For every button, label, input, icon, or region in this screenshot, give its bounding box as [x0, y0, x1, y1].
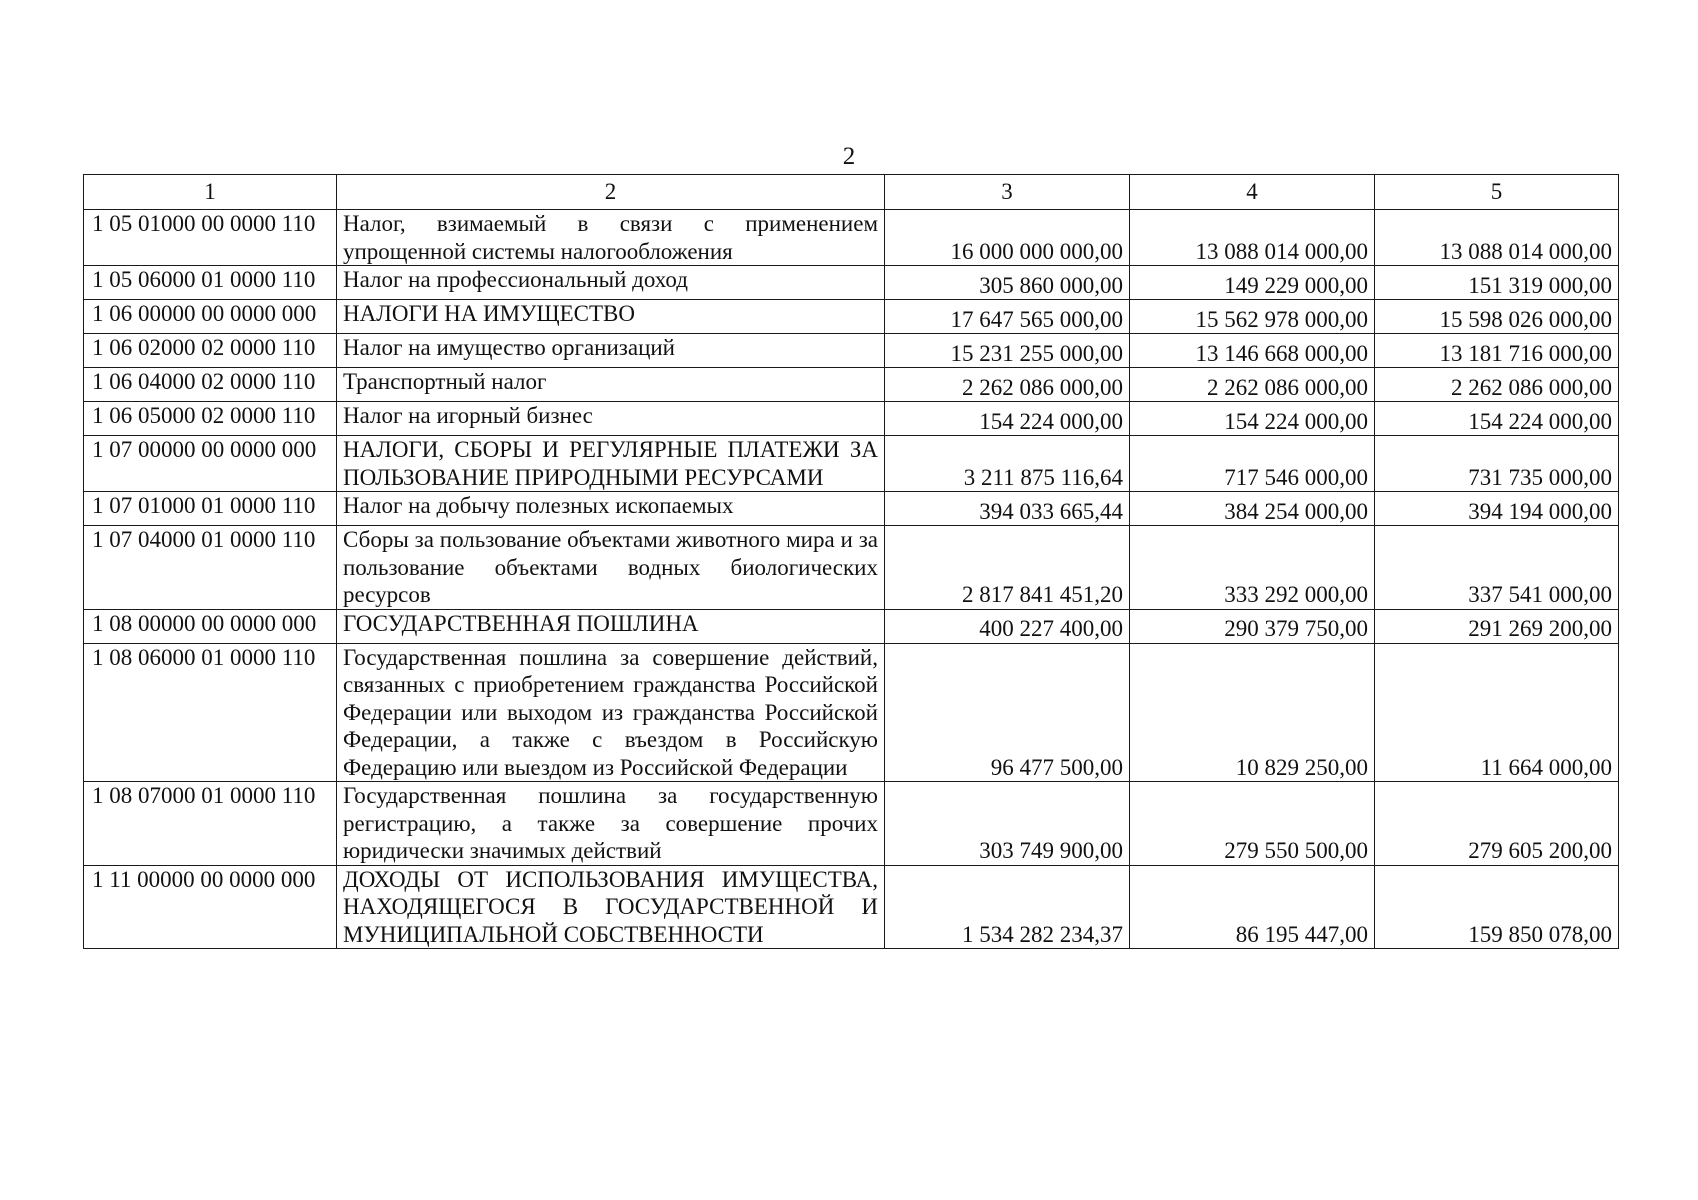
amount-col5: 154 224 000,00 — [1375, 402, 1619, 436]
revenue-name: Налог на игорный бизнес — [337, 402, 885, 436]
amount-col5: 279 605 200,00 — [1375, 782, 1619, 866]
amount-col5: 337 541 000,00 — [1375, 526, 1619, 610]
revenue-name: Налог на имущество организаций — [337, 334, 885, 368]
table-row — [84, 334, 1619, 368]
column-header: 3 — [885, 175, 1130, 210]
page-number: 2 — [842, 143, 856, 170]
amount-col5: 15 598 026 000,00 — [1375, 300, 1619, 334]
amount-col4: 290 379 750,00 — [1130, 609, 1375, 643]
column-header: 5 — [1375, 175, 1619, 210]
amount-col5: 13 088 014 000,00 — [1375, 210, 1619, 266]
revenue-name: Налог на профессиональный доход — [337, 266, 885, 300]
table-header-row — [84, 175, 1619, 210]
amount-col4: 279 550 500,00 — [1130, 782, 1375, 866]
amount-col5: 291 269 200,00 — [1375, 609, 1619, 643]
amount-col4: 2 262 086 000,00 — [1130, 368, 1375, 402]
amount-col5: 13 181 716 000,00 — [1375, 334, 1619, 368]
revenue-name: Налог на добычу полезных ископаемых — [337, 492, 885, 526]
amount-col3: 2 262 086 000,00 — [885, 368, 1130, 402]
budget-code: 1 08 06000 01 0000 110 — [84, 643, 337, 782]
amount-col4: 384 254 000,00 — [1130, 492, 1375, 526]
amount-col4: 717 546 000,00 — [1130, 436, 1375, 492]
column-header: 2 — [337, 175, 885, 210]
amount-col3: 17 647 565 000,00 — [885, 300, 1130, 334]
table-row — [84, 368, 1619, 402]
revenue-name: Государственная пошлина за государственную регистрацию, а также за совершение прочих юридически значимых действий — [337, 782, 885, 866]
revenue-table — [83, 174, 1619, 949]
table-row — [84, 300, 1619, 334]
amount-col4: 154 224 000,00 — [1130, 402, 1375, 436]
budget-code: 1 08 00000 00 0000 000 — [84, 609, 337, 643]
budget-code: 1 06 02000 02 0000 110 — [84, 334, 337, 368]
amount-col3: 3 211 875 116,64 — [885, 436, 1130, 492]
amount-col3: 303 749 900,00 — [885, 782, 1130, 866]
amount-col3: 2 817 841 451,20 — [885, 526, 1130, 610]
budget-code: 1 06 00000 00 0000 000 — [84, 300, 337, 334]
budget-code: 1 07 00000 00 0000 000 — [84, 436, 337, 492]
amount-col3: 96 477 500,00 — [885, 643, 1130, 782]
amount-col4: 10 829 250,00 — [1130, 643, 1375, 782]
amount-col5: 11 664 000,00 — [1375, 643, 1619, 782]
amount-col3: 305 860 000,00 — [885, 266, 1130, 300]
amount-col5: 394 194 000,00 — [1375, 492, 1619, 526]
column-header: 4 — [1130, 175, 1375, 210]
table-row — [84, 643, 1619, 782]
amount-col5: 2 262 086 000,00 — [1375, 368, 1619, 402]
table-row — [84, 865, 1619, 949]
table-row — [84, 210, 1619, 266]
amount-col4: 333 292 000,00 — [1130, 526, 1375, 610]
amount-col3: 400 227 400,00 — [885, 609, 1130, 643]
amount-col3: 154 224 000,00 — [885, 402, 1130, 436]
revenue-name: Сборы за пользование объектами животного мира и за пользование объектами водных биологических ресурсов — [337, 526, 885, 610]
amount-col4: 13 088 014 000,00 — [1130, 210, 1375, 266]
revenue-name: Государственная пошлина за совершение действий, связанных с приобретением гражданства Российской Федерации или выходом из гражданства Российской Федерации, а также с въездом в Российскую Федерацию или выездом из Российской Федерации — [337, 643, 885, 782]
table-row — [84, 266, 1619, 300]
budget-code: 1 11 00000 00 0000 000 — [84, 865, 337, 949]
revenue-name: Транспортный налог — [337, 368, 885, 402]
revenue-name: Налог, взимаемый в связи с применением упрощенной системы налогообложения — [337, 210, 885, 266]
budget-code: 1 06 04000 02 0000 110 — [84, 368, 337, 402]
amount-col4: 13 146 668 000,00 — [1130, 334, 1375, 368]
revenue-name: ГОСУДАРСТВЕННАЯ ПОШЛИНА — [337, 609, 885, 643]
revenue-name: НАЛОГИ НА ИМУЩЕСТВО — [337, 300, 885, 334]
amount-col3: 1 534 282 234,37 — [885, 865, 1130, 949]
amount-col4: 86 195 447,00 — [1130, 865, 1375, 949]
amount-col5: 731 735 000,00 — [1375, 436, 1619, 492]
amount-col3: 394 033 665,44 — [885, 492, 1130, 526]
amount-col5: 159 850 078,00 — [1375, 865, 1619, 949]
revenue-name: НАЛОГИ, СБОРЫ И РЕГУЛЯРНЫЕ ПЛАТЕЖИ ЗА ПОЛЬЗОВАНИЕ ПРИРОДНЫМИ РЕСУРСАМИ — [337, 436, 885, 492]
table-row — [84, 492, 1619, 526]
budget-code: 1 05 06000 01 0000 110 — [84, 266, 337, 300]
budget-code: 1 05 01000 00 0000 110 — [84, 210, 337, 266]
amount-col4: 149 229 000,00 — [1130, 266, 1375, 300]
amount-col3: 16 000 000 000,00 — [885, 210, 1130, 266]
budget-code: 1 06 05000 02 0000 110 — [84, 402, 337, 436]
amount-col4: 15 562 978 000,00 — [1130, 300, 1375, 334]
budget-code: 1 08 07000 01 0000 110 — [84, 782, 337, 866]
amount-col5: 151 319 000,00 — [1375, 266, 1619, 300]
table-row — [84, 402, 1619, 436]
budget-code: 1 07 04000 01 0000 110 — [84, 526, 337, 610]
table-row — [84, 609, 1619, 643]
column-header: 1 — [84, 175, 337, 210]
amount-col3: 15 231 255 000,00 — [885, 334, 1130, 368]
revenue-name: ДОХОДЫ ОТ ИСПОЛЬЗОВАНИЯ ИМУЩЕСТВА, НАХОДЯЩЕГОСЯ В ГОСУДАРСТВЕННОЙ И МУНИЦИПАЛЬНОЙ СОБСТВЕННОСТИ — [337, 865, 885, 949]
table-row — [84, 436, 1619, 492]
budget-code: 1 07 01000 01 0000 110 — [84, 492, 337, 526]
table-row — [84, 782, 1619, 866]
table-row — [84, 526, 1619, 610]
